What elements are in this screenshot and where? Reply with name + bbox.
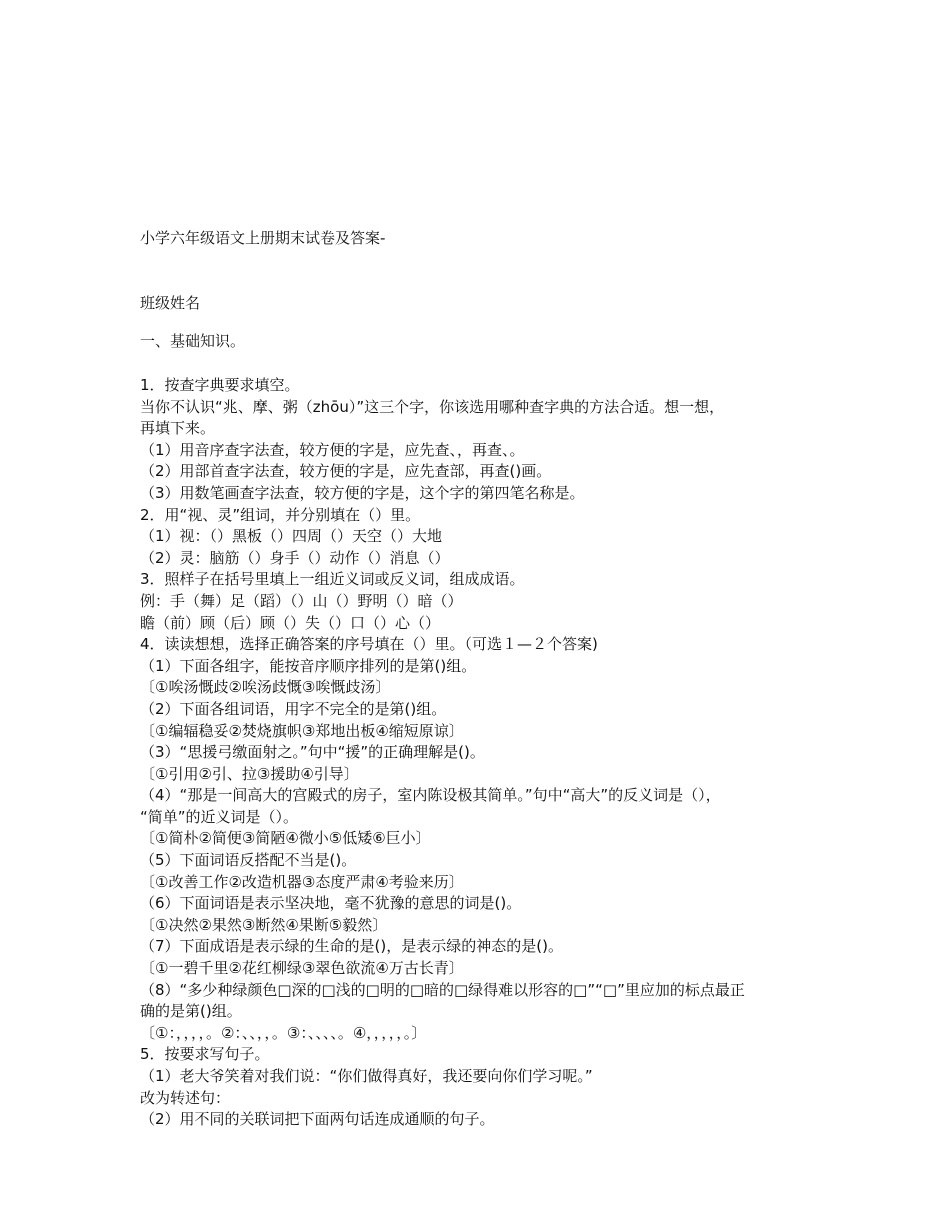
- text-line: 〔①唉汤慨歧②唉汤歧慨③唉慨歧汤〕: [140, 678, 391, 697]
- text-line: 5．按要求写句子。: [140, 1045, 270, 1064]
- text-line: 〔①简朴②简便③简陋④微小⑤低矮⑥巨小〕: [140, 829, 431, 848]
- text-line: 〔①编辐稳妥②焚烧旗帜③郑地出板④缩短原谅〕: [140, 721, 464, 740]
- text-line: 确的是第()组。: [140, 1002, 242, 1021]
- text-line: 瞻（前）顾（后）顾（）失（）口（）心（）: [140, 613, 441, 632]
- text-line: 2．用“视、灵”组词，并分别填在（）里。: [140, 505, 421, 524]
- text-line: 〔①改善工作②改造机器③态度严肃④考验来历〕: [140, 872, 464, 891]
- text-line: （2）用部首查字法查，较方便的字是，应先查部，再查()画。: [140, 462, 552, 481]
- text-line: （3）“思援弓缴面射之。”句中“援”的正确理解是()。: [140, 743, 485, 762]
- text-line: 改为转述句：: [140, 1088, 231, 1107]
- text-line: （6）下面词语是表示坚决地，毫不犹豫的意思的词是()。: [140, 894, 522, 913]
- text-line: （8）“多少种绿颜色□深的□浅的□明的□暗的□绿得难以形容的□”“□”里应加的标点最正: [140, 980, 745, 999]
- text-line: （2）下面各组词语，用字不完全的是第()组。: [140, 699, 447, 718]
- text-line: （1）用音序查字法查，较方便的字是，应先查、，再查、。: [140, 440, 525, 459]
- text-line: 〔①引用②引、拉③援助④引导〕: [140, 764, 359, 783]
- text-line: （3）用数笔画查字法查，较方便的字是，这个字的第四笔名称是。: [140, 483, 585, 502]
- text-line: （2）用不同的关联词把下面两句话连成通顺的句子。: [140, 1110, 495, 1129]
- text-line: 当你不认识“兆、摩、粥（zhōu）”这三个字，你该选用哪种查字典的方法合适。想一想，: [140, 397, 725, 416]
- text-line: （5）下面词语反搭配不当是()。: [140, 851, 357, 870]
- text-line: （7）下面成语是表示绿的生命的是()，是表示绿的神态的是()。: [140, 937, 563, 956]
- text-line: 〔①决然②果然③断然④果断⑤毅然〕: [140, 915, 388, 934]
- section-heading: 一、基础知识。: [140, 332, 246, 350]
- document-title: 小学六年级语文上册期末试卷及答案-: [140, 229, 386, 247]
- text-line: 3．照样子在括号里填上一组近义词或反义词，组成成语。: [140, 570, 525, 589]
- class-name-line: 班级姓名: [140, 294, 201, 312]
- text-line: 〔①：，，，，。②：、、，，。③：、、、、。④，，，，，。〕: [140, 1023, 427, 1042]
- document-page: [140, 228, 830, 1131]
- text-line: 再填下来。: [140, 419, 216, 438]
- text-line: （4）“那是一间高大的宫殿式的房子，室内陈设极其简单。”句中“高大”的反义词是（），: [140, 786, 721, 805]
- text-line: （2）灵：脑筋（）身手（）动作（）消息（）: [140, 548, 450, 567]
- text-line: 例：手（舞）足（蹈）（）山（）野明（）暗（）: [140, 591, 463, 610]
- text-line: （1）视：（）黑板（）四周（）天空（）大地: [140, 527, 443, 546]
- text-line: （1）下面各组字，能按音序顺序排列的是第()组。: [140, 656, 477, 675]
- text-line: 1．按查字典要求填空。: [140, 376, 300, 394]
- text-line: （1）老大爷笑着对我们说：“你们做得真好，我还要向你们学习呢。”: [140, 1067, 593, 1085]
- text-line: 4．读读想想，选择正确答案的序号填在（）里。（可选１—２个答案): [140, 635, 598, 654]
- question-body: [140, 375, 830, 1131]
- text-line: 〔①一碧千里②花红柳绿③翠色欲流④万古长青〕: [140, 959, 464, 978]
- text-line: “简单”的近义词是（）。: [140, 807, 299, 826]
